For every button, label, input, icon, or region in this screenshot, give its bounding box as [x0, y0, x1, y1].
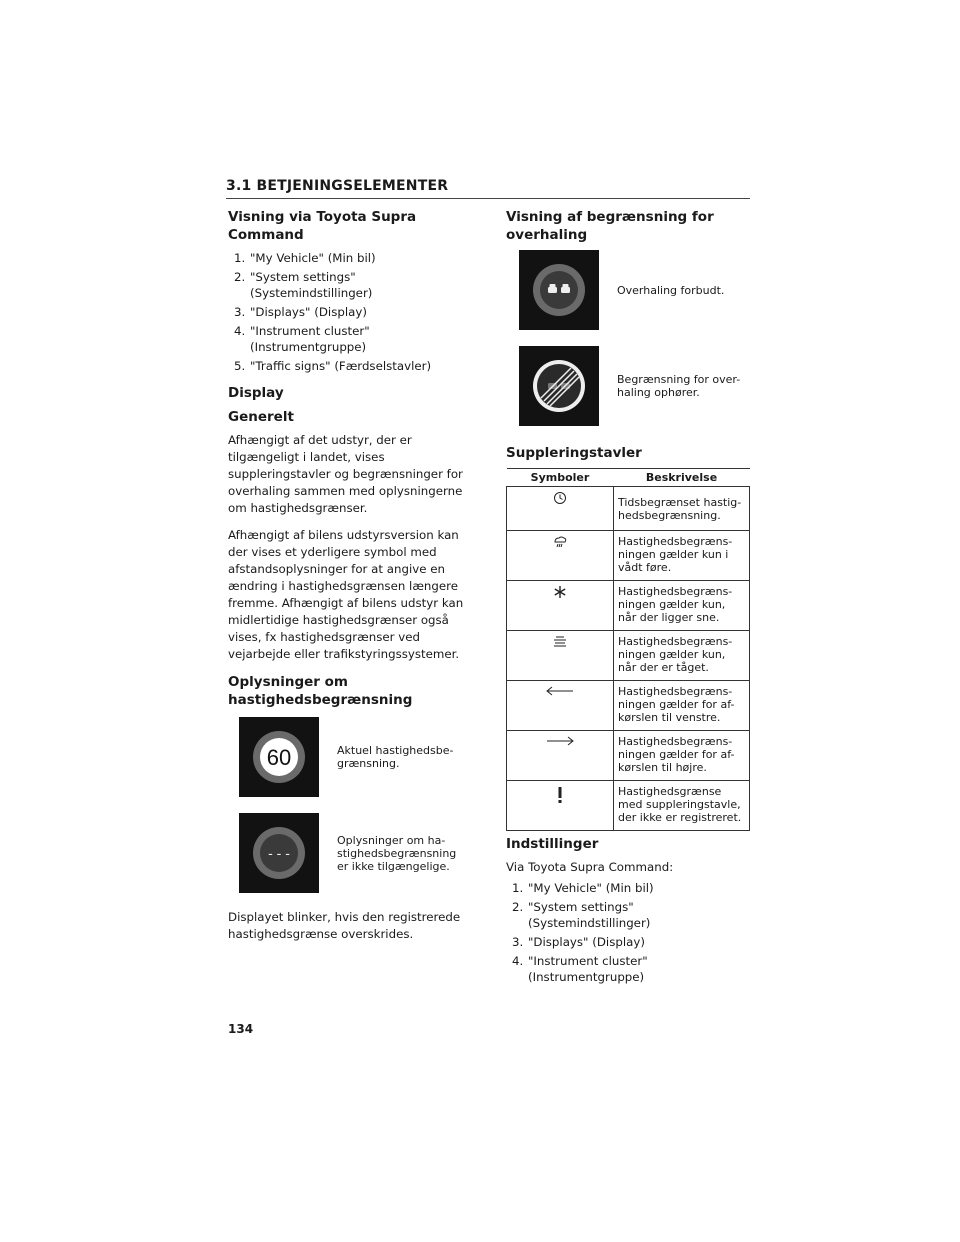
table-row — [507, 487, 750, 531]
speed-limit-60-icon — [251, 729, 307, 785]
step-item — [506, 953, 752, 985]
dash-value: - - - — [268, 845, 290, 861]
end-no-overtaking-icon — [531, 358, 587, 414]
no-info-sign — [239, 813, 319, 893]
symbol-cell — [507, 531, 614, 581]
no-overtake-sign — [519, 250, 599, 330]
symbol-cell — [507, 781, 614, 831]
step-text: "Displays" (Display) — [250, 305, 367, 319]
step-item — [228, 323, 468, 355]
no-overtaking-icon — [531, 262, 587, 318]
command-steps — [228, 250, 468, 374]
clock-icon — [553, 491, 567, 505]
sign-caption: Overhaling forbudt. — [617, 283, 725, 297]
step-item — [228, 358, 468, 374]
description-cell: Hastighedsbegræns-ningen gælder kun, når der er tåget. — [614, 631, 750, 681]
step-number: 2. — [234, 270, 246, 284]
symbol-cell — [507, 731, 614, 781]
end-overtake-sign — [519, 346, 599, 426]
description-header: Beskrivelse — [614, 469, 750, 487]
settings-heading: Indstillinger — [506, 836, 599, 852]
overtake-heading: Visning af begrænsning for overhaling — [506, 209, 714, 243]
speed-value: 60 — [266, 745, 292, 770]
end-overtake-row — [506, 346, 752, 426]
speed-limit-sign-row — [228, 717, 468, 797]
step-number: 1. — [512, 881, 524, 895]
section-header: 3.1 BETJENINGSELEMENTER — [226, 178, 750, 199]
step-text: "System settings" (Systemindstillinger) — [250, 270, 373, 300]
step-text: "My Vehicle" (Min bil) — [528, 881, 654, 895]
symbol-cell — [507, 631, 614, 681]
display-heading: Display — [228, 385, 284, 401]
table-header-row — [507, 469, 750, 487]
table-row — [507, 731, 750, 781]
supp-heading: Suppleringstavler — [506, 445, 642, 461]
rain-icon — [552, 535, 568, 549]
table-row — [507, 631, 750, 681]
exclamation-icon — [556, 785, 564, 805]
step-number: 4. — [512, 954, 524, 968]
paragraph: Displayet blinker, hvis den registrerede hastighedsgrænse overskrides. — [228, 910, 461, 941]
info-heading: Oplysninger om hastighedsbegrænsning — [228, 674, 413, 708]
step-number: 4. — [234, 324, 246, 338]
step-item — [228, 269, 468, 301]
step-number: 5. — [234, 359, 246, 373]
description-cell: Hastighedsbegræns-ningen gælder for af-kørslen til venstre. — [614, 681, 750, 731]
description-cell: Hastighedsbegræns-ningen gælder kun, når der ligger sne. — [614, 581, 750, 631]
step-item — [228, 250, 468, 266]
arrow-right-icon — [545, 735, 575, 747]
paragraph: Afhængigt af bilens udstyrsversion kan der vises et yderligere symbol med afstandsoplysninger for at angive en ændring i hastighedsgrænsen længere fremme. Afhængigt af bilens udstyr kan midlertidige hastighedsgrænser også vises, fx hastighedsgrænser ved vejarbejde eller trafikstyringssystemer. — [228, 528, 464, 661]
step-item — [506, 899, 752, 931]
no-info-sign-row — [228, 813, 468, 893]
table-row — [507, 681, 750, 731]
symbol-cell — [507, 581, 614, 631]
no-overtake-row — [506, 250, 752, 330]
fog-icon — [552, 635, 568, 649]
step-text: "My Vehicle" (Min bil) — [250, 251, 376, 265]
step-number: 3. — [234, 305, 246, 319]
paragraph: Afhængigt af det udstyr, der er tilgængeligt i landet, vises suppleringstavler og begrænsninger for overhaling sammen med oplysningerne om hastighedsgrænser. — [228, 433, 463, 515]
step-text: "Instrument cluster" (Instrumentgruppe) — [250, 324, 370, 354]
description-cell: Hastighedsgrænse med suppleringstavle, der ikke er registreret. — [614, 781, 750, 831]
left-column — [228, 208, 468, 953]
step-number: 1. — [234, 251, 246, 265]
arrow-left-icon — [545, 685, 575, 697]
step-text: "Instrument cluster" (Instrumentgruppe) — [528, 954, 648, 984]
description-cell: Tidsbegrænset hastig-hedsbegrænsning. — [614, 487, 750, 531]
symbols-header: Symboler — [507, 469, 614, 487]
table-row — [507, 781, 750, 831]
command-heading: Visning via Toyota Supra Command — [228, 209, 417, 243]
snowflake-icon — [553, 585, 567, 599]
page-number: 134 — [228, 1022, 254, 1036]
sign-caption: Aktuel hastighedsbe-grænsning. — [337, 744, 454, 770]
step-item — [506, 934, 752, 950]
right-column — [506, 208, 752, 991]
sign-caption: Oplysninger om ha-stighedsbegrænsning er ikke tilgængelige. — [337, 833, 457, 873]
sign-caption: Begrænsning for over-haling ophører. — [617, 373, 741, 399]
step-text: "Traffic signs" (Færdselstavler) — [250, 359, 432, 373]
settings-steps — [506, 880, 752, 985]
speed-unavailable-icon — [251, 825, 307, 881]
step-text: "System settings" (Systemindstillinger) — [528, 900, 651, 930]
step-number: 3. — [512, 935, 524, 949]
settings-intro: Via Toyota Supra Command: — [506, 860, 674, 874]
general-heading: Generelt — [228, 409, 294, 425]
description-cell: Hastighedsbegræns-ningen gælder kun i vådt føre. — [614, 531, 750, 581]
symbol-cell — [507, 487, 614, 531]
table-row — [507, 581, 750, 631]
step-item — [228, 304, 468, 320]
step-text: "Displays" (Display) — [528, 935, 645, 949]
step-item — [506, 880, 752, 896]
symbol-cell — [507, 681, 614, 731]
speed-limit-sign — [239, 717, 319, 797]
table-row — [507, 531, 750, 581]
supplementary-signs-table — [506, 468, 750, 831]
step-number: 2. — [512, 900, 524, 914]
description-cell: Hastighedsbegræns-ningen gælder for af-kørslen til højre. — [614, 731, 750, 781]
